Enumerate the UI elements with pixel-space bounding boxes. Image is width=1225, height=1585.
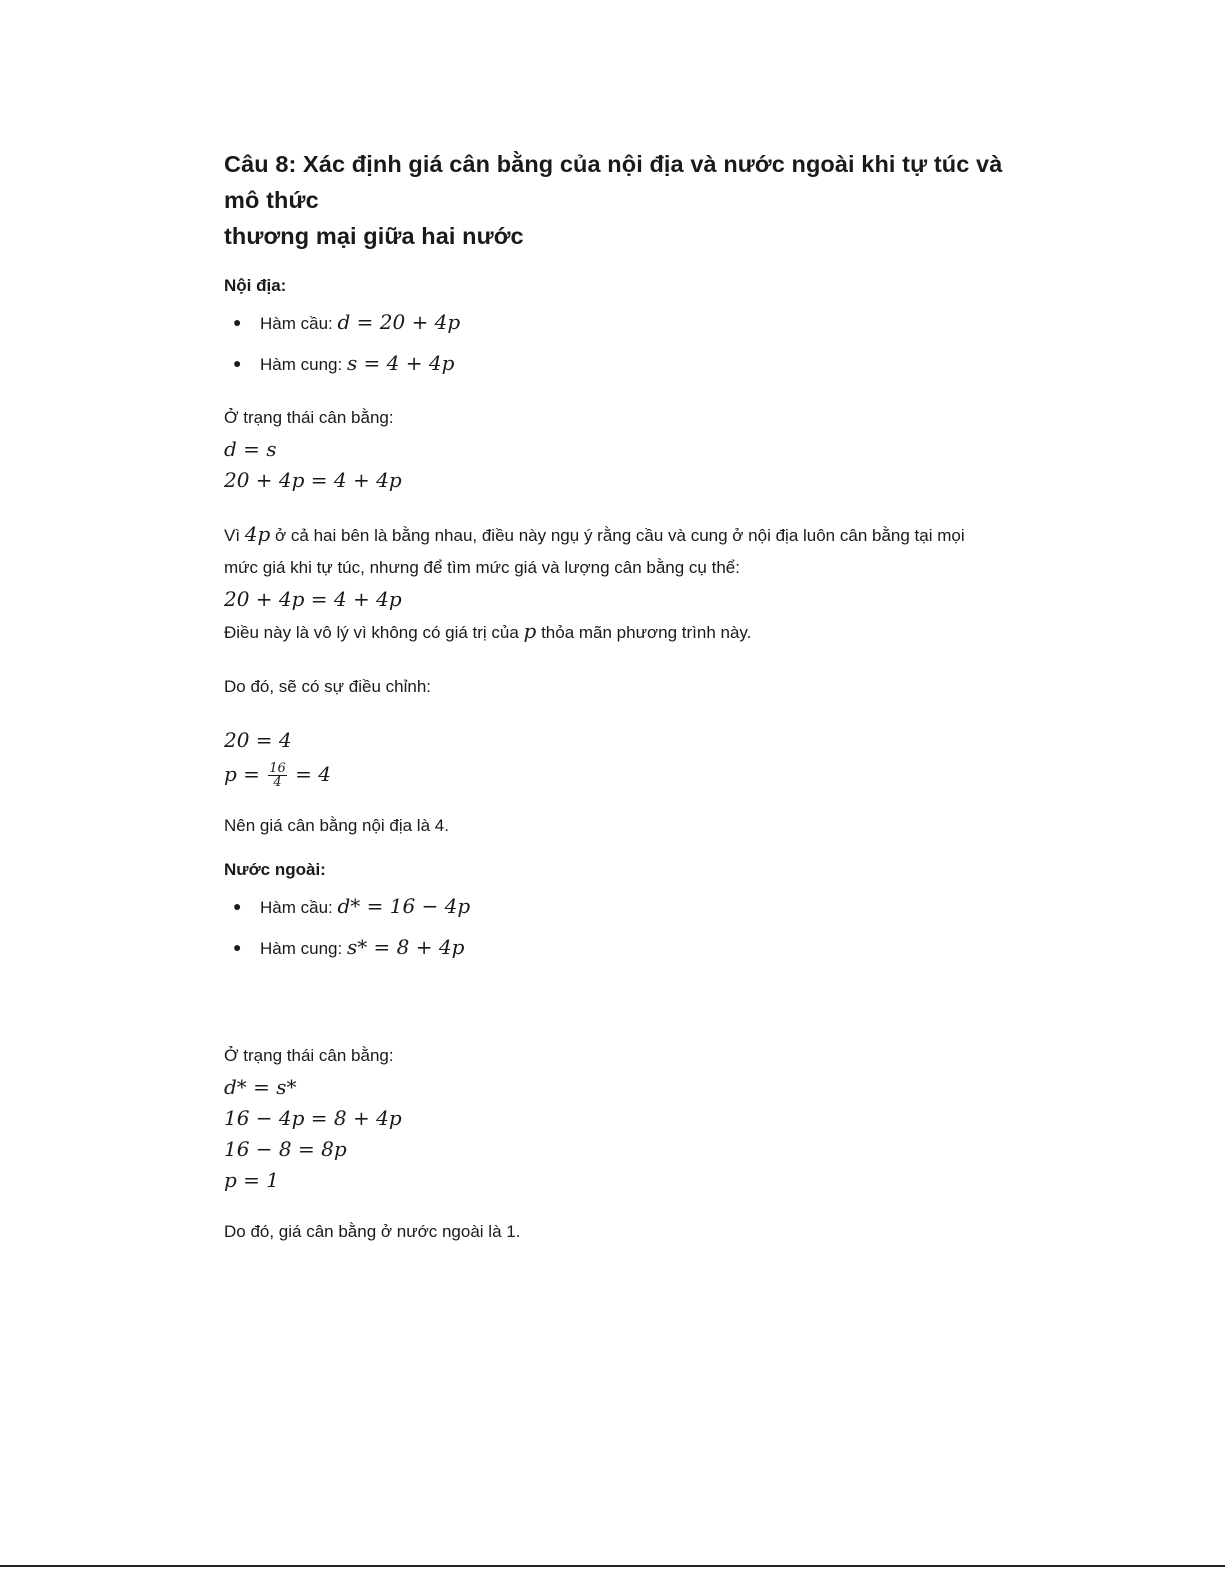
page-bottom-divider — [0, 1565, 1225, 1567]
bullet-icon: ● — [233, 314, 242, 330]
foreign-eq-1: d* = s* — [224, 1075, 297, 1099]
foreign-supply-item — [224, 927, 1024, 968]
foreign-demand-label: Hàm cầu: — [260, 898, 338, 917]
eq5-lhs: p = — [224, 762, 267, 786]
foreign-function-list — [224, 886, 1024, 968]
para2-math: p — [523, 619, 537, 643]
domestic-paragraph-3: Do đó, sẽ có sự điều chỉnh: — [224, 677, 431, 696]
page-title — [224, 146, 1024, 254]
domestic-supply-equation: s = 4 + 4p — [346, 351, 455, 375]
domestic-demand-item — [224, 302, 1024, 343]
domestic-conclusion: Nên giá cân bằng nội địa là 4. — [224, 816, 449, 835]
domestic-eq-2: 20 + 4p = 4 + 4p — [224, 468, 402, 492]
bullet-icon: ● — [233, 939, 242, 955]
para1-math: 4p — [244, 522, 271, 546]
domestic-eq-4: 20 = 4 — [224, 728, 292, 752]
eq5-rhs: = 4 — [288, 762, 332, 786]
document-content — [224, 146, 1024, 1248]
fraction-denominator: 4 — [273, 775, 282, 790]
foreign-equilibrium-text: Ở trạng thái cân bằng: — [224, 1046, 394, 1065]
domestic-eq-3: 20 + 4p = 4 + 4p — [224, 587, 402, 611]
bullet-icon: ● — [233, 355, 242, 371]
domestic-paragraph-2 — [224, 615, 1024, 649]
bullet-icon: ● — [233, 898, 242, 914]
para2-text-b: thỏa mãn phương trình này. — [536, 623, 752, 642]
domestic-equilibrium-text: Ở trạng thái cân bằng: — [224, 408, 394, 427]
foreign-conclusion: Do đó, giá cân bằng ở nước ngoài là 1. — [224, 1222, 521, 1241]
fraction-numerator: 16 — [269, 761, 286, 776]
domestic-demand-label: Hàm cầu: — [260, 314, 338, 333]
foreign-eq-4: p = 1 — [224, 1168, 279, 1192]
foreign-supply-label: Hàm cung: — [260, 939, 347, 958]
domestic-demand-equation: d = 20 + 4p — [337, 310, 461, 334]
foreign-eq-2: 16 − 4p = 8 + 4p — [224, 1106, 402, 1130]
title-line-1: Câu 8: Xác định giá cân bằng của nội địa và nước ngoài khi tự túc và mô thức — [224, 151, 1003, 213]
foreign-heading: Nước ngoài: — [224, 860, 326, 879]
domestic-heading: Nội địa: — [224, 276, 287, 295]
foreign-eq-3: 16 − 8 = 8p — [224, 1137, 347, 1161]
domestic-eq-1: d = s — [224, 437, 277, 461]
foreign-demand-item — [224, 886, 1024, 927]
domestic-supply-label: Hàm cung: — [260, 355, 347, 374]
domestic-paragraph-1-cont: mức giá khi tự túc, nhưng để tìm mức giá và lượng cân bằng cụ thể: — [224, 558, 740, 577]
domestic-eq-5 — [224, 756, 1024, 792]
domestic-supply-item — [224, 343, 1024, 384]
fraction — [268, 762, 287, 789]
title-line-2: thương mại giữa hai nước — [224, 223, 524, 249]
para2-text-a: Điều này là vô lý vì không có giá trị của — [224, 623, 524, 642]
para1-text-b: ở cả hai bên là bằng nhau, điều này ngụ ý rằng cầu và cung ở nội địa luôn cân bằng tại mọi — [270, 526, 965, 545]
domestic-function-list — [224, 302, 1024, 384]
domestic-paragraph-1 — [224, 518, 1024, 552]
foreign-demand-equation: d* = 16 − 4p — [337, 894, 471, 918]
para1-text-a: Vì — [224, 526, 245, 545]
foreign-supply-equation: s* = 8 + 4p — [346, 935, 465, 959]
